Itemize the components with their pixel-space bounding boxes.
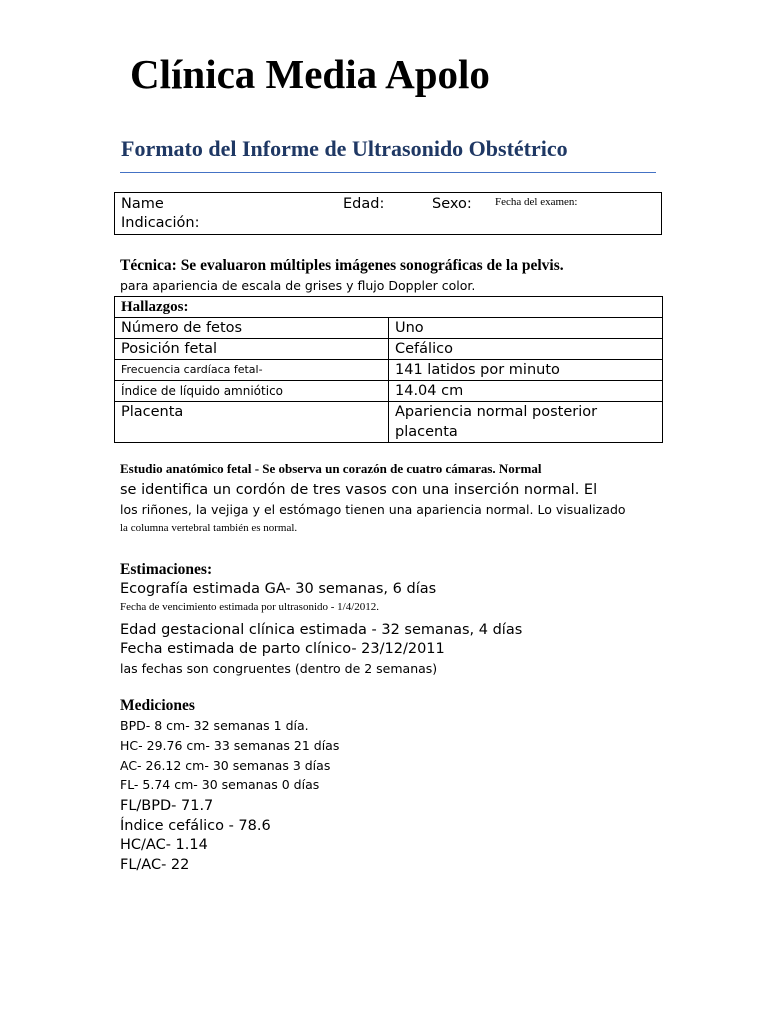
findings-label: Índice de líquido amniótico xyxy=(115,381,389,402)
estimation-line: Fecha de vencimiento estimada por ultrasonido - 1/4/2012. xyxy=(120,601,380,613)
anatomy-line: Estudio anatómico fetal - Se observa un corazón de cuatro cámaras. Normal xyxy=(120,461,542,476)
estimations-heading: Estimaciones: xyxy=(120,561,213,578)
age-label: Edad: xyxy=(343,196,385,212)
name-label: Name xyxy=(121,196,164,212)
estimation-line: las fechas son congruentes (dentro de 2 semanas) xyxy=(120,661,438,676)
measurement-item: HC/AC- 1.14 xyxy=(120,837,208,853)
exam-date-label: Fecha del examen: xyxy=(495,196,578,208)
estimation-line: Fecha estimada de parto clínico- 23/12/2011 xyxy=(120,641,445,657)
findings-label: Posición fetal xyxy=(115,339,389,360)
title-divider xyxy=(120,172,656,173)
findings-value: 141 latidos por minuto xyxy=(389,360,663,381)
sex-label: Sexo: xyxy=(432,196,472,212)
findings-label: Número de fetos xyxy=(115,318,389,339)
anatomy-line: los riñones, la vejiga y el estómago tienen una apariencia normal. Lo visualizado xyxy=(120,502,626,517)
table-row xyxy=(115,339,663,360)
table-row xyxy=(115,402,663,443)
findings-value: Uno xyxy=(389,318,663,339)
patient-info-box xyxy=(114,192,662,235)
measurement-item: FL/AC- 22 xyxy=(120,857,190,873)
findings-value-line: placenta xyxy=(395,424,458,440)
report-title: Formato del Informe de Ultrasonido Obstétrico xyxy=(121,136,568,161)
findings-value: Cefálico xyxy=(389,339,663,360)
table-row xyxy=(115,360,663,381)
indication-label: Indicación: xyxy=(121,215,200,231)
measurements-heading: Mediciones xyxy=(120,697,195,714)
technique-heading: Técnica: Se evaluaron múltiples imágenes sonográficas de la pelvis. xyxy=(120,257,564,274)
technique-subline: para apariencia de escala de grises y flujo Doppler color. xyxy=(120,278,476,293)
anatomy-line: la columna vertebral también es normal. xyxy=(120,522,298,534)
findings-label: Placenta xyxy=(115,402,389,443)
findings-table xyxy=(114,296,663,443)
findings-value: 14.04 cm xyxy=(389,381,663,402)
measurement-item: FL/BPD- 71.7 xyxy=(120,798,214,814)
table-row xyxy=(115,318,663,339)
findings-heading: Hallazgos: xyxy=(115,297,663,318)
table-row xyxy=(115,297,663,318)
findings-label: Frecuencia cardíaca fetal- xyxy=(115,360,389,381)
measurement-item: HC- 29.76 cm- 33 semanas 21 días xyxy=(120,738,340,753)
measurement-item: FL- 5.74 cm- 30 semanas 0 días xyxy=(120,777,320,792)
clinic-name: Clínica Media Apolo xyxy=(130,51,490,97)
table-row xyxy=(115,381,663,402)
estimation-line: Edad gestacional clínica estimada - 32 semanas, 4 días xyxy=(120,622,523,638)
estimation-line: Ecografía estimada GA- 30 semanas, 6 días xyxy=(120,581,437,597)
anatomy-line: se identifica un cordón de tres vasos con una inserción normal. El xyxy=(120,482,598,498)
measurement-item: BPD- 8 cm- 32 semanas 1 día. xyxy=(120,718,309,733)
findings-value xyxy=(389,402,663,443)
measurement-item: Índice cefálico - 78.6 xyxy=(120,818,271,834)
findings-value-line: Apariencia normal posterior xyxy=(395,404,598,420)
measurement-item: AC- 26.12 cm- 30 semanas 3 días xyxy=(120,758,331,773)
